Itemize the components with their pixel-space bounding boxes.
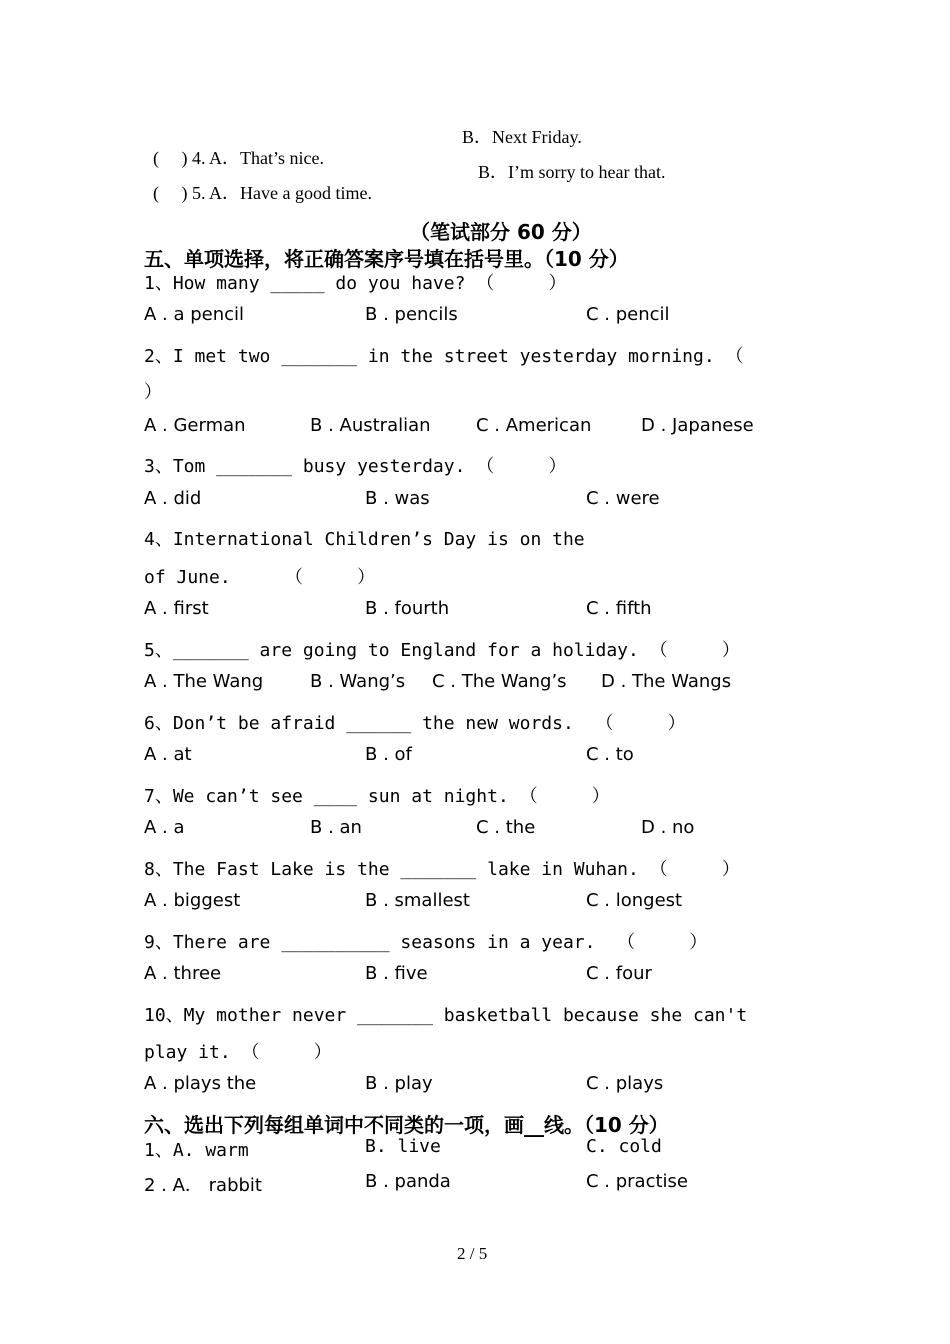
q5-option-d: D . The Wangs [601,671,732,692]
q10-option-c: C . plays [586,1073,664,1094]
q5-option-a: A . The Wang [144,671,264,692]
q2-option-b: B . Australian [310,415,431,436]
q10-option-a: A . plays the [144,1073,257,1094]
listening-q4-b: B．Next Friday. [462,127,582,147]
q1-option-c: C . pencil [586,304,670,325]
q9-option-a: A . three [144,963,222,984]
q7-option-d: D . no [641,817,695,838]
listening-q4-a: ( ) 4. A．That’s nice. [153,148,324,168]
q5-option-c: C . The Wang’s [432,671,567,692]
q10-stem-cont: play it. （ ） [144,1042,332,1063]
q7-option-b: B . an [310,817,362,838]
q6-option-a: A . at [144,744,192,765]
s6-q2-option-c: C . practise [586,1171,688,1192]
q8-stem: 8、The Fast Lake is the _______ lake in Wuhan. （ ） [144,859,740,880]
s6-q1-option-a: 1、A. warm [144,1140,249,1161]
q1-stem: 1、How many _____ do you have? （ ） [144,273,567,294]
written-part-title: （笔试部分 60 分） [410,220,592,244]
q2-stem-cont: ） [144,382,162,403]
q3-stem: 3、Tom _______ busy yesterday. （ ） [144,456,567,477]
q3-option-c: C . were [586,488,660,509]
q4-option-a: A . first [144,598,209,619]
q6-option-b: B . of [365,744,412,765]
q2-option-d: D . Japanese [641,415,754,436]
q6-option-c: C . to [586,744,634,765]
listening-q5-a: ( ) 5. A．Have a good time. [153,183,372,203]
listening-q5 [144,158,372,205]
q7-option-c: C . the [476,817,536,838]
q1-option-b: B . pencils [365,304,458,325]
section5-title: 五、单项选择，将正确答案序号填在括号里。（10 分） [144,247,629,271]
q6-stem: 6、Don’t be afraid ______ the new words. （ ） [144,713,686,734]
q8-option-a: A . biggest [144,890,241,911]
q7-stem: 7、We can’t see ____ sun at night. （ ） [144,786,610,807]
q10-option-b: B . play [365,1073,433,1094]
s6-q1-option-c: C. cold [586,1136,662,1157]
q7-option-a: A . a [144,817,185,838]
q4-option-b: B . fourth [365,598,450,619]
s6-q2-option-a: 2 . A． rabbit [144,1175,262,1196]
q4-stem: 4、International Children’s Day is on the [144,529,585,550]
q3-option-b: B . was [365,488,430,509]
q5-stem: 5、_______ are going to England for a holiday. （ ） [144,640,740,661]
listening-q5-b: B．I’m sorry to hear that. [478,162,666,182]
s6-q1-option-b: B. live [365,1136,441,1157]
s6-q2-option-b: B . panda [365,1171,451,1192]
q9-option-c: C . four [586,963,652,984]
q9-option-b: B . five [365,963,428,984]
q2-stem: 2、I met two _______ in the street yesterday morning. （ [144,346,744,367]
q4-option-c: C . fifth [586,598,652,619]
q3-option-a: A . did [144,488,202,509]
section6-title: 六、选出下列每组单词中不同类的一项，画__线。（10 分） [144,1113,669,1137]
q2-option-c: C . American [476,415,592,436]
q1-option-a: A . a pencil [144,304,245,325]
q5-option-b: B . Wang’s [310,671,406,692]
q8-option-b: B . smallest [365,890,470,911]
q2-option-a: A . German [144,415,246,436]
q4-stem-cont: of June. （ ） [144,567,376,588]
page-number: 2 / 5 [457,1244,488,1263]
q8-option-c: C . longest [586,890,683,911]
q10-stem: 10、My mother never _______ basketball because she can't [144,1005,748,1026]
q9-stem: 9、There are __________ seasons in a year. （ ） [144,932,708,953]
